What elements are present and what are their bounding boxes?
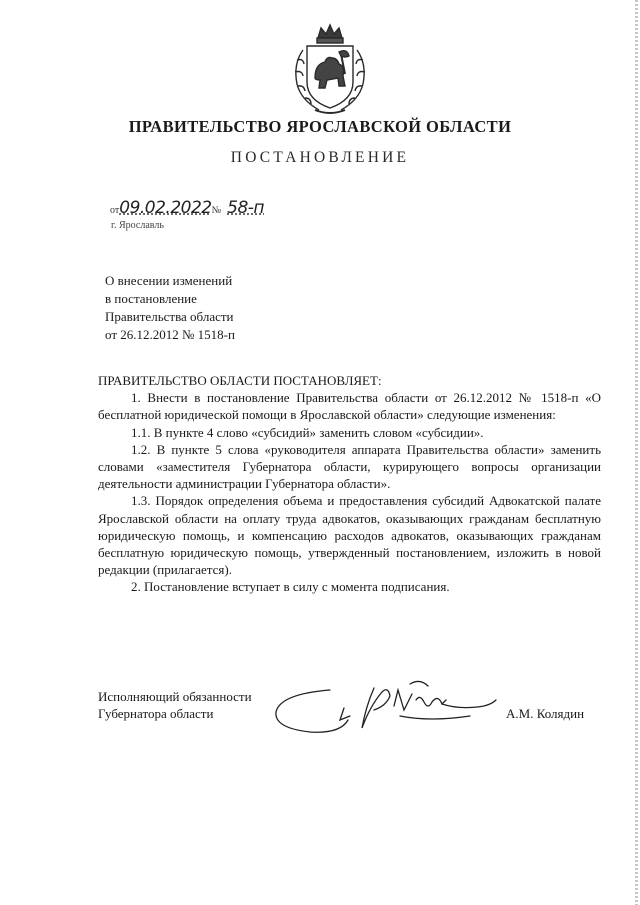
government-title: ПРАВИТЕЛЬСТВО ЯРОСЛАВСКОЙ ОБЛАСТИ (128, 117, 512, 136)
subject-line: в постановление (105, 291, 197, 306)
paragraph-1: 1. Внести в постановление Правительства области от 26.12.2012 № 1518-п «О бесплатной юридической помощи в Ярославской области» следующие изменения: (98, 390, 601, 423)
paragraph-1-3: 1.3. Порядок определения объема и предоставления субсидий Адвокатской палате Ярославской области на оплату труда адвокатов, оказывающих гражданам бесплатную юридическую помощь, и компенсацию расходов адвокатов, оказывающих гражданам бесплатную юридическую помощь, утвержденный постановлением, изложить в новой редакции (прилагается). (98, 493, 601, 578)
position-line: Исполняющий обязанности (98, 689, 252, 704)
date-number-line (110, 198, 264, 222)
resolution-lead: ПРАВИТЕЛЬСТВО ОБЛАСТИ ПОСТАНОВЛЯЕТ: (98, 373, 382, 388)
document-subject (105, 272, 235, 344)
document-type: ПОСТАНОВЛЕНИЕ (230, 149, 410, 166)
subject-line: О внесении изменений (105, 273, 233, 288)
paragraph-1-2: 1.2. В пункте 5 слова «руководителя аппарата Правительства области» заменить словами «заместителя Губернатора области, курирующего вопросы организации деятельности администрации Губернатора области». (98, 441, 601, 492)
date-prefix: от (110, 205, 120, 216)
city: г. Ярославль (111, 220, 164, 231)
coat-of-arms-icon (285, 20, 375, 116)
signatory-position (98, 688, 252, 722)
number-prefix: № (211, 205, 222, 216)
document-body (98, 372, 601, 596)
document-number: 58-п (227, 198, 265, 218)
document-date: 09.02.2022 (119, 198, 212, 218)
signatory-name: А.М. Колядин (506, 706, 585, 721)
paragraph-1-1: 1.1. В пункте 4 слово «субсидий» заменить словом «субсидии». (131, 424, 484, 440)
position-line: Губернатора области (98, 706, 214, 721)
subject-line: Правительства области (105, 309, 234, 324)
subject-line: от 26.12.2012 № 1518-п (105, 327, 235, 342)
handwritten-signature-icon (270, 676, 500, 738)
paragraph-2: 2. Постановление вступает в силу с момента подписания. (131, 579, 450, 595)
